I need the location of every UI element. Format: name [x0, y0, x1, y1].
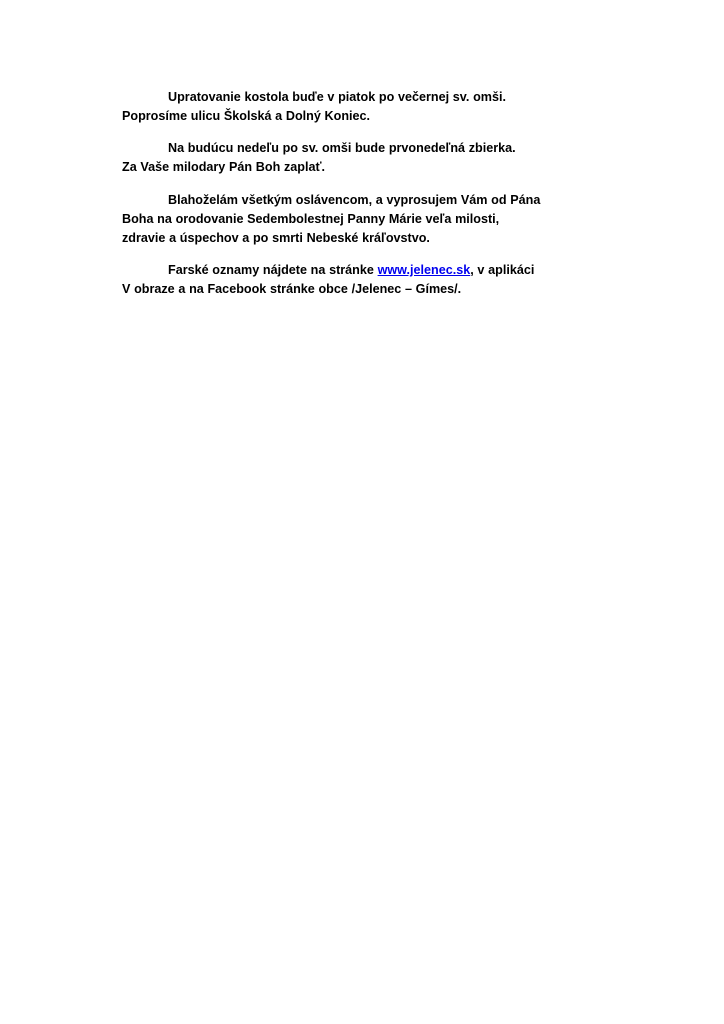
- paragraph-collection-line-1: Na budúcu nedeľu po sv. omši bude prvonedeľná zbierka.: [168, 141, 516, 156]
- paragraph-announcements-line-3: V obraze a na Facebook stránke obce /Jelenec – Gímes/.: [122, 282, 462, 297]
- paragraph-collection-line-2: Za Vaše milodary Pán Boh zaplať.: [122, 160, 326, 175]
- document-body: [122, 88, 604, 299]
- jelenec-website-link[interactable]: www.jelenec.sk: [377, 262, 471, 277]
- paragraph-announcements-line-1: Farské oznamy nájdete na stránke: [168, 262, 378, 277]
- paragraph-announcements-line-2: , v aplikáci: [470, 262, 535, 277]
- paragraph-cleaning-line-1: Upratovanie kostola buďe v piatok po večernej sv. omši.: [168, 90, 506, 104]
- paragraph-collection: [122, 139, 604, 177]
- paragraph-announcements: [122, 261, 604, 299]
- paragraph-congratulations: [122, 191, 604, 248]
- paragraph-congratulations-line-3: zdravie a úspechov a po smrti Nebeské kráľovstvo.: [122, 230, 430, 245]
- paragraph-congratulations-line-2: Boha na orodovanie Sedembolestnej Panny Márie veľa milosti,: [122, 211, 500, 226]
- paragraph-cleaning-line-2: Poprosíme ulicu Školská a Dolný Koniec.: [122, 109, 371, 124]
- paragraph-congratulations-line-1: Blahoželám všetkým oslávencom, a vyprosujem Vám od Pána: [168, 192, 541, 207]
- paragraph-cleaning: [122, 88, 604, 126]
